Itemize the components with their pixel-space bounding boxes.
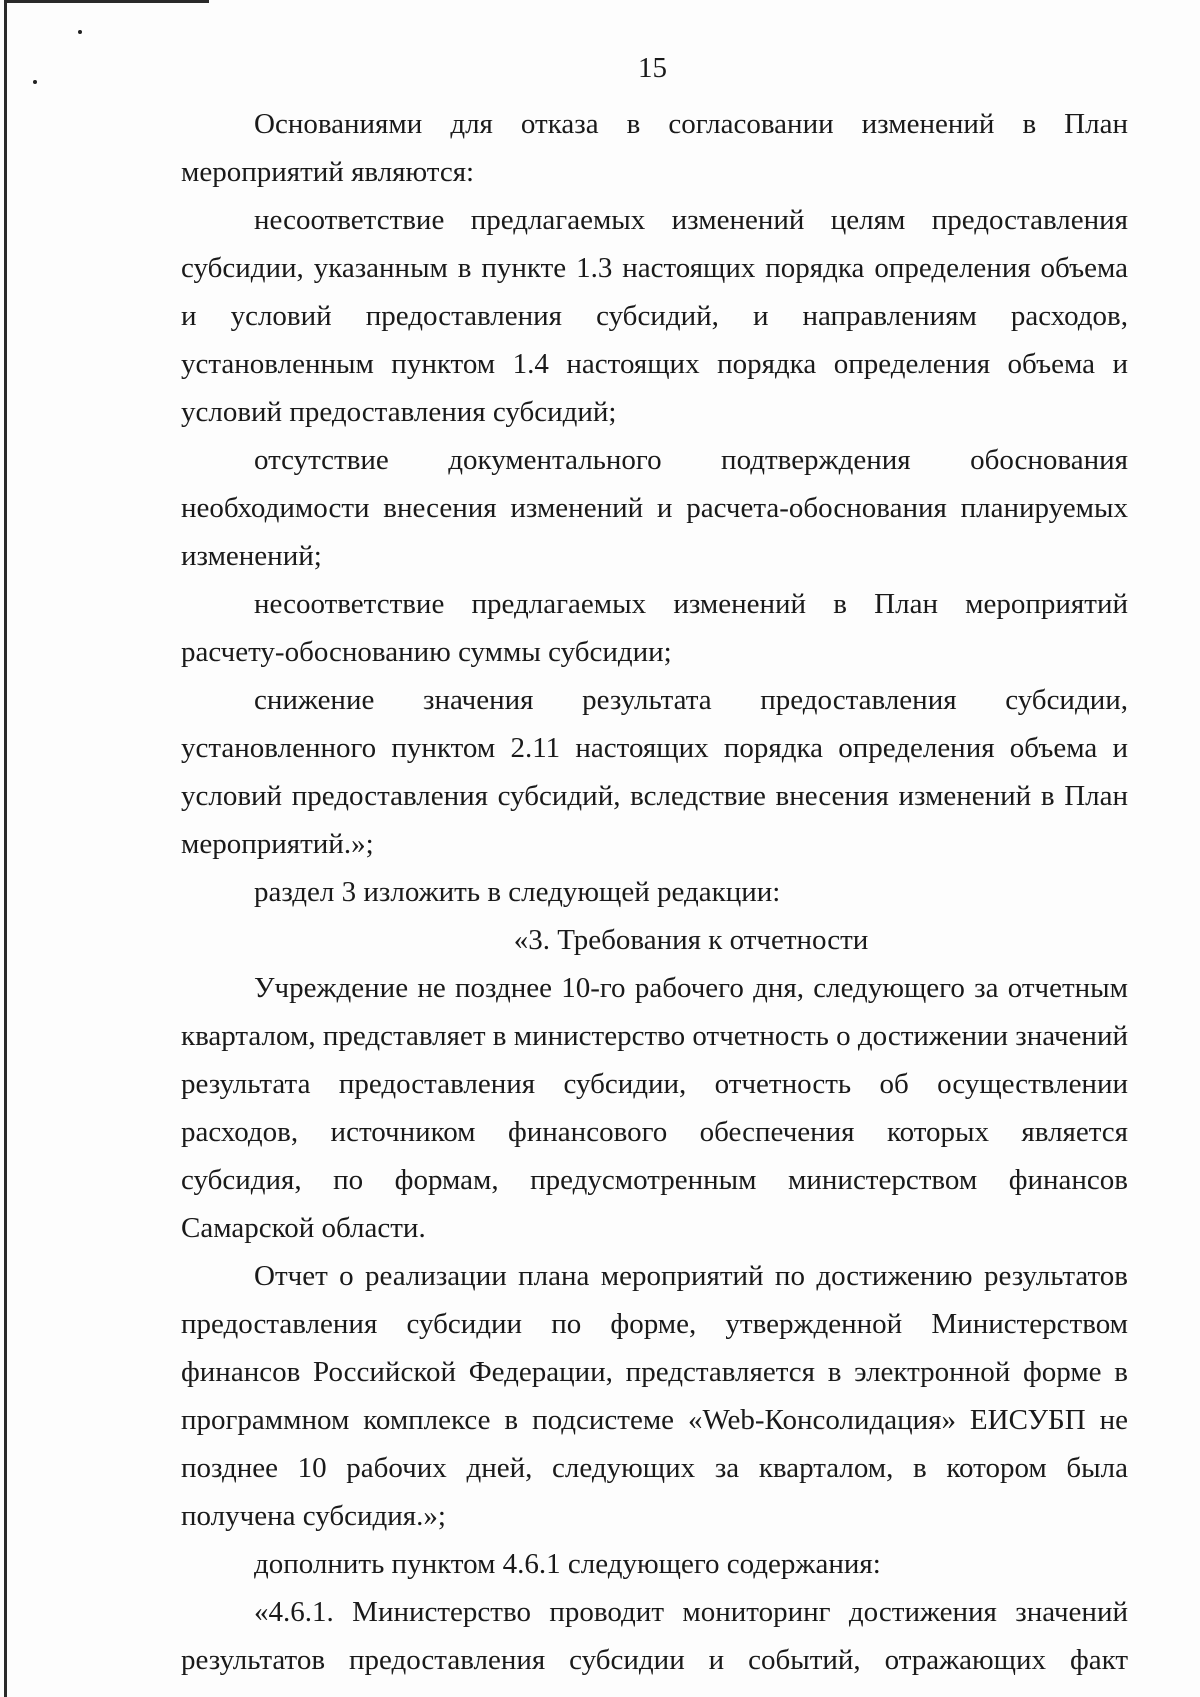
document-body [181,100,1128,1684]
paragraph-missing-documents: отсутствие документального подтверждения обоснования необходимости внесения изменений и расчета-обоснования планируемых изменений; [181,444,1128,572]
paragraph-result-decrease: снижение значения результата предоставления субсидии, установленного пунктом 2.11 настоящих порядка определения объема и условий предоставления субсидий, вследствие внесения изменений в План мероприятий.»; [181,684,1128,860]
scan-edge-left [4,0,7,1697]
paragraph-plan-report: Отчет о реализации плана мероприятий по достижению результатов предоставления субсидии по форме, утвержденной Министерством финансов Российской Федерации, представляется в электронной форме в программном комплексе в подсистеме «Web-Консолидация» ЕИСУБП не позднее 10 рабочих дней, следующих за кварталом, в котором была получена субсидия.»; [181,1260,1128,1532]
paragraph-refusal-grounds: Основаниями для отказа в согласовании изменений в План мероприятий являются: [181,108,1128,188]
paragraph-calculation-mismatch: несоответствие предлагаемых изменений в План мероприятий расчету-обоснованию суммы субсидии; [181,588,1128,668]
paragraph-reporting-deadline: Учреждение не позднее 10-го рабочего дня, следующего за отчетным кварталом, представляет в министерство отчетность о достижении значений результата предоставления субсидии, отчетность об осуществлении расходов, источником финансового обеспечения которых является субсидия, по формам, предусмотренным министерством финансов Самарской области. [181,972,1128,1244]
page-number: 15 [638,52,667,84]
paragraph-goal-mismatch: несоответствие предлагаемых изменений целям предоставления субсидии, указанным в пункте 1.3 настоящих порядка определения объема и условий предоставления субсидий, и направлениям расходов, установленным пунктом 1.4 настоящих порядка определения объема и условий предоставления субсидий; [181,204,1128,428]
paragraph-add-clause: дополнить пунктом 4.6.1 следующего содержания: [254,1548,881,1580]
scan-edge-top [4,0,209,3]
scan-speck [78,30,82,34]
paragraph-section3-intro: раздел 3 изложить в следующей редакции: [254,876,781,908]
paragraph-monitoring: «4.6.1. Министерство проводит мониторинг достижения значений результатов предоставления субсидии и событий, отражающих факт [181,1596,1128,1676]
section-heading-reporting: «3. Требования к отчетности [513,924,869,956]
